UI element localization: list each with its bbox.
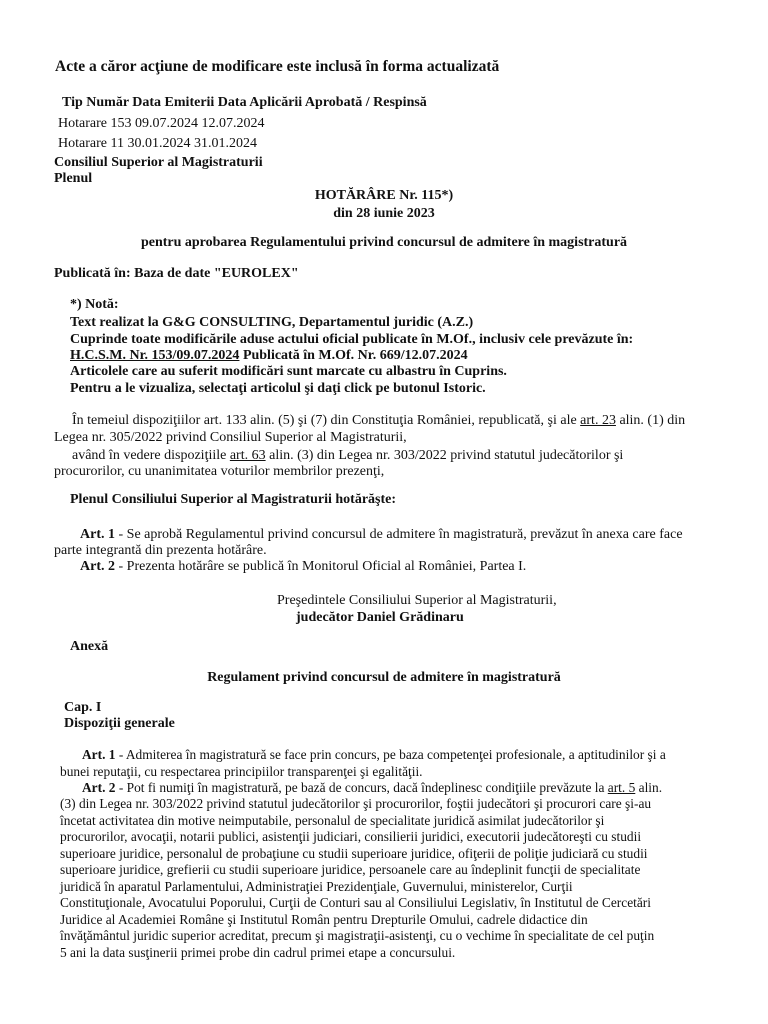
annex-article-2-line: (3) din Legea nr. 303/2022 privind statutul judecătorilor şi procurorilor, foştii judecători şi procurori care şi-au xyxy=(60,796,652,811)
note-label: *) Notă: xyxy=(70,297,119,312)
annex-title: Regulament privind concursul de admitere în magistratură xyxy=(207,670,561,685)
preamble-line-3: având în vedere dispoziţiile art. 63 alin. (3) din Legea nr. 303/2022 privind statutul judecătorilor şi xyxy=(72,448,624,463)
article-1-cont: parte integrantă din prezenta hotărâre. xyxy=(54,543,267,558)
issuer-plenum: Plenul xyxy=(54,171,93,186)
annex-article-2-line: încetat activitatea din motive neimputabile, personalul de specialitate juridică asimilat judecătorilor şi xyxy=(60,813,605,828)
note-line-2: Cuprinde toate modificările aduse actului oficial publicate în M.Of., inclusiv cele prevăzute în: xyxy=(70,332,634,347)
annex-article-2-line: Constituţionale, Avocatului Poporului, Curţii de Conturi sau al Consiliului Legislativ, în Institutul de Cercetări xyxy=(60,895,651,910)
art-63-link[interactable]: art. 63 xyxy=(229,448,266,463)
article-2: Art. 2 - Prezenta hotărâre se publică în Monitorul Oficial al României, Partea I. xyxy=(80,559,527,574)
amendments-table-header: Tip Număr Data Emiterii Data Aplicării Aprobată / Respinsă xyxy=(62,95,427,110)
published-label: Publicată în: xyxy=(54,266,131,281)
annex-article-2: Art. 2 - Pot fi numiţi în magistratură, pe bază de concurs, dacă îndeplinesc condiţiile prevăzute la art. 5 alin. xyxy=(82,780,663,795)
article-2-label: Art. 2 xyxy=(80,559,115,574)
annex-article-2-line: superioare juridice, grefierii cu studii superioare juridice, persoanele care au îndeplinit funcţii de specialitate xyxy=(60,862,641,877)
art-5-link[interactable]: art. 5 xyxy=(607,780,636,795)
act-purpose: pentru aprobarea Regulamentului privind concursul de admitere în magistratură xyxy=(140,235,628,250)
act-title: HOTĂRÂRE Nr. 115*) xyxy=(314,188,454,203)
chapter-label: Cap. I xyxy=(64,700,102,715)
published-line xyxy=(54,266,299,282)
annex-article-2-line: procurorilor, avocaţii, notarii publici, asistenţii judiciari, consilierii juridici, executorii judecătoreşti cu studii xyxy=(60,829,642,844)
signature-role: Preşedintele Consiliului Superior al Magistraturii, xyxy=(277,593,557,608)
annex-article-2-label: Art. 2 xyxy=(82,780,116,795)
preamble-line-1: În temeiul dispoziţiilor art. 133 alin. (5) şi (7) din Constituţia României, republicată, şi ale art. 23 alin. (1) din xyxy=(72,413,686,428)
annex-article-1-cont: bunei reputaţii, cu respectarea principiilor transparenţei şi egalităţii. xyxy=(60,764,423,779)
plenum-decides: Plenul Consiliului Superior al Magistraturii hotărăşte: xyxy=(70,492,397,507)
act-date: din 28 iunie 2023 xyxy=(333,206,435,221)
annex-article-2-line: superioare juridice, personalul de probaţiune cu studii superioare juridice, ofiţerii de poliţie judiciară cu studii xyxy=(60,846,648,861)
annex-article-2-line: învăţământul juridic superior acreditat, precum şi magistraţii-asistenţi, cu o vechime în specialitate de cel puţin xyxy=(60,928,655,943)
published-value: Baza de date "EUROLEX" xyxy=(134,266,299,281)
chapter-title: Dispoziţii generale xyxy=(64,716,175,731)
note-line-3: H.C.S.M. Nr. 153/09.07.2024 Publicată în M.Of. Nr. 669/12.07.2024 xyxy=(70,348,468,363)
preamble-line-2: Legea nr. 305/2022 privind Consiliul Superior al Magistraturii, xyxy=(54,430,407,445)
annex-article-2-line: 5 ani la data susţinerii primei probe din cadrul primei etape a concursului. xyxy=(60,945,456,960)
note-line-1: Text realizat la G&G CONSULTING, Departamentul juridic (A.Z.) xyxy=(70,315,474,330)
article-1-label: Art. 1 xyxy=(80,527,115,542)
annex-label: Anexă xyxy=(70,639,109,654)
note-line-4: Articolele care au suferit modificări sunt marcate cu albastru în Cuprins. xyxy=(70,364,507,379)
preamble-line-4: procurorilor, cu unanimitatea voturilor membrilor prezenţi, xyxy=(54,464,385,479)
hcsm-153-link[interactable]: H.C.S.M. Nr. 153/09.07.2024 xyxy=(70,348,240,363)
annex-article-2-line: juridică în aparatul Parlamentului, Administraţiei Prezidenţiale, Guvernului, ministerelor, Curţii xyxy=(60,879,573,894)
amendment-row-1: Hotarare 153 09.07.2024 12.07.2024 xyxy=(58,116,265,131)
issuer-name: Consiliul Superior al Magistraturii xyxy=(54,155,263,170)
annex-article-2-line: Juridice al Academiei Române şi Institutul Român pentru Drepturile Omului, cadrele didactice din xyxy=(60,912,588,927)
art-23-link[interactable]: art. 23 xyxy=(580,413,616,428)
acte-title: Acte a căror acţiune de modificare este inclusă în forma actualizată xyxy=(55,58,500,75)
note-line-5: Pentru a le vizualiza, selectaţi articolul şi daţi click pe butonul Istoric. xyxy=(70,381,486,396)
article-1: Art. 1 - Se aprobă Regulamentul privind concursul de admitere în magistratură, prevăzut în anexa care face xyxy=(80,527,683,542)
annex-article-1-label: Art. 1 xyxy=(82,747,116,762)
annex-article-1: Art. 1 - Admiterea în magistratură se face prin concurs, pe baza competenţei profesionale, a aptitudinilor şi a xyxy=(82,747,666,762)
amendment-row-2: Hotarare 11 30.01.2024 31.01.2024 xyxy=(58,136,257,151)
signature-name: judecător Daniel Grădinaru xyxy=(296,610,464,625)
